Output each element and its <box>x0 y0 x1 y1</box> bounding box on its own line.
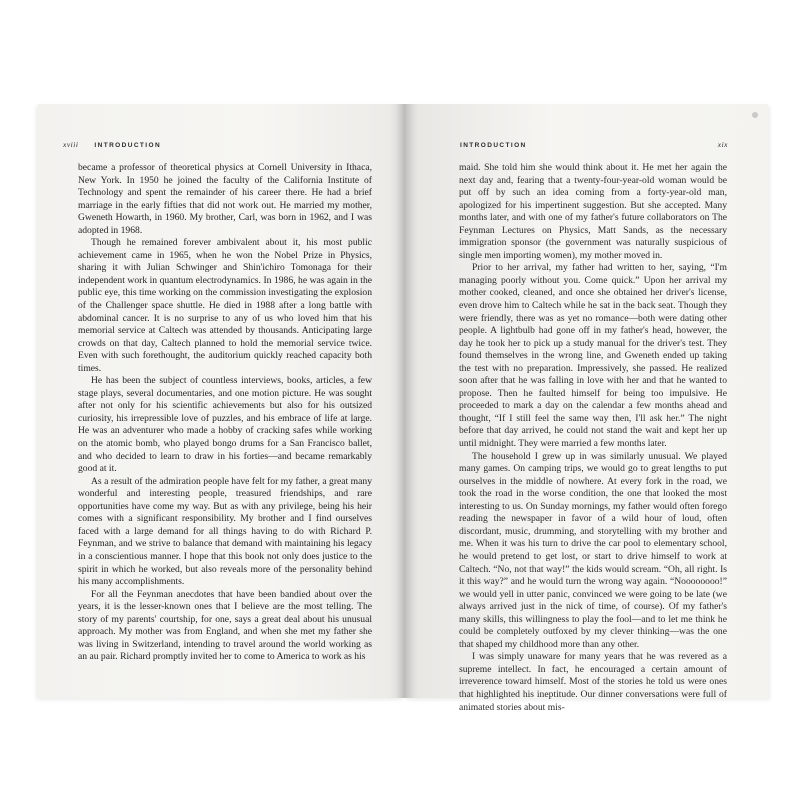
running-head-title: INTRODUCTION <box>460 142 527 149</box>
right-page <box>404 104 768 713</box>
page-number: xix <box>717 140 728 149</box>
page-number: xviii <box>63 140 79 149</box>
left-body-text <box>78 162 372 664</box>
paragraph: Prior to her arrival, my father had written to her, saying, “I'm managing poorly without you. Come quick.” Upon her arrival my mother cooked, cleaned, and once she obtained her driver's license, even drove him to Caltech while he sat in the back seat. Though they were friendly, there was as yet no romance—both were dating other people. A lightbulb had gone off in my father's head, however, the day he took her to pick up a study manual for the driver's test. They found themselves in the wrong line, and Gweneth ended up taking the test with no preparation. Impressively, she passed. He realized soon after that he was falling in love with her and that he wanted to propose. Then he faulted himself for being too impulsive. He proceeded to mark a day on the calendar a few months ahead and thought, “If I still feel the same way then, I'll ask her.” The night before that day arrived, he could not stand the wait and kept her up until midnight. They were married a few months later. <box>459 262 727 450</box>
left-page <box>38 104 404 698</box>
running-head-title: INTRODUCTION <box>94 142 162 149</box>
paragraph: I was simply unaware for many years that he was revered as a supreme intellect. In fact, he encouraged a certain amount of irreverence toward himself. Most of the stories he told us were ones that highlighted his ineptitude. Our dinner conversations were full of animated stories about mis- <box>459 651 727 713</box>
paragraph: He has been the subject of countless interviews, books, articles, a few stage plays, several documentaries, and one motion picture. He was sought after not only for his scientific achievements but also for his outsized curiosity, his irrepressible love of puzzles, and his embrace of life at large. He was an adventurer who made a hobby of cracking safes while working on the atomic bomb, who played bongo drums for a San Francisco ballet, and who decided to learn to draw in his forties—and became remarkably good at it. <box>78 375 372 475</box>
page-corner-dot <box>752 112 758 118</box>
paragraph: As a result of the admiration people have felt for my father, a great many wonderful and interesting people, treasured friendships, and rare opportunities have come my way. But as with any privilege, being his heir comes with a significant responsibility. My brother and I find ourselves faced with a large demand for all things having to do with Richard P. Feynman, and we strive to balance that demand with maintaining his legacy in a conscientious manner. I hope that this book not only does justice to the spirit in which he worked, but also reveals more of the personality behind his many accomplishments. <box>78 475 372 588</box>
open-book <box>38 104 768 713</box>
paragraph: maid. She told him she would think about it. He met her again the next day and, fearing that a twenty-four-year-old woman would be put off by such an idea coming from a forty-year-old man, apologized for his impertinent suggestion. But she accepted. Many months later, and with one of my father's future collaborators on The Feynman Lectures on Physics, Matt Sands, as the necessary immigration sponsor (the government was naturally suspicious of single men importing women), my mother moved in. <box>459 162 727 261</box>
right-body-text <box>459 162 727 714</box>
paragraph: For all the Feynman anecdotes that have been bandied about over the years, it is the lesser-known ones that I believe are the most telling. The story of my parents' courtship, for one, says a great deal about his unusual approach. My mother was from England, and when she met my father she was living in Switzerland, intending to travel around the world working as an au pair. Richard promptly invited her to come to America to work as his <box>78 588 372 663</box>
paragraph: The household I grew up in was similarly unusual. We played many games. On camping trips, we would go to great lengths to put ourselves in the middle of nowhere. At every fork in the road, we took the road in the worse condition, the one that looked the most interesting to us. On Sunday mornings, my father would often forego reading the newspaper in favor of a wild hour of loud, often discordant, music, drumming, and storytelling with my brother and me. When it was his turn to drive the car pool to elementary school, he would pretend to get lost, or start to drive himself to work at Caltech. “No, not that way!” the kids would scream. “Oh, all right. Is it this way?” and he would turn the wrong way again. “Noooooooo!” we would yell in utter panic, convinced we were going to be late (we always arrived just in the nick of time, of course). Of my father's many skills, this willingness to play the fool—and to let me think he could be completely outfoxed by my clever thinking—was the one that shaped my childhood more than any other. <box>459 450 727 650</box>
left-running-head <box>63 140 161 149</box>
paragraph: became a professor of theoretical physics at Cornell University in Ithaca, New York. In 1950 he joined the faculty of the California Institute of Technology and spent the remainder of his career there. He had a brief marriage in the early fifties that did not work out. He married my mother, Gweneth Howarth, in 1960. My brother, Carl, was born in 1962, and I was adopted in 1968. <box>78 162 372 236</box>
paragraph: Though he remained forever ambivalent about it, his most public achievement came in 1965, when he won the Nobel Prize in Physics, sharing it with Julian Schwinger and Shin'ichiro Tomonaga for their independent work in quantum electrodynamics. In 1986, he was again in the public eye, this time working on the commission investigating the explosion of the Challenger space shuttle. He died in 1988 after a long battle with abdominal cancer. It is no surprise to any of us who loved him that his memorial service at Caltech was attended by thousands. Anticipating large crowds on that day, Caltech planned to hold the memorial service twice. Even with such forethought, the auditorium quickly reached capacity both times. <box>78 237 372 374</box>
right-running-head <box>460 140 728 149</box>
